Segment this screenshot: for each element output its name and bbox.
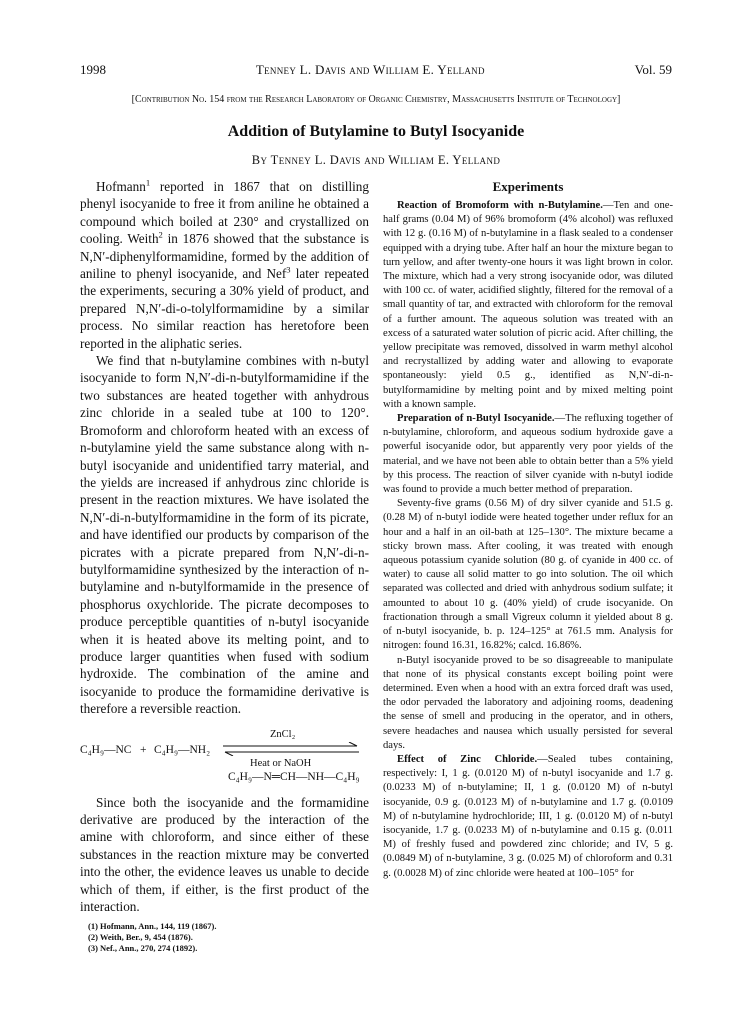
odor-paragraph: n-Butyl isocyanide proved to be so disagreeable to manipulate that none of its physical constants except boiling point were determined. Even when a hood with an extra forced draft was used, the odor pervaded the laboratory and adjoining rooms, deadening the sense of smell and producing in the operator, and in others, severe headaches and nausea which usually persisted for several days. <box>383 654 673 751</box>
footnote-ref-1[interactable]: 1 <box>145 177 151 188</box>
reaction-equation <box>80 724 369 782</box>
intro-text-c: in 1876 showed that the substance is N,N′-diphenylformamidine, formed by the addition of aniline to phenyl isocyanide, and Nef <box>80 231 370 282</box>
running-head <box>80 62 672 78</box>
reverse-condition: Heat or NaOH <box>250 757 312 769</box>
footnote-1: (1) Hofmann, Ann., 144, 119 (1867). <box>88 921 217 932</box>
isocyanide-prep-runin: Preparation of n-Butyl Isocyanide. <box>397 413 555 425</box>
conclusion-paragraph: Since both the isocyanide and the formamidine derivative are produced by the interaction of the amine with chloroform, and since either of these substances in the reaction mixture may be converted into the other, the evidence leaves us unable to decide which of them, if either, is the first product of the interaction. <box>80 794 369 915</box>
reactant-amine: C₄H₉—NH₂ <box>154 743 211 756</box>
formamidine-product: C₄H₉—N═CH—NH—C₄H₉ <box>228 770 360 783</box>
zinc-chloride-runin: Effect of Zinc Chloride. <box>397 753 538 765</box>
silver-cyanide-paragraph: Seventy-five grams (0.56 M) of dry silver cyanide and 51.5 g. (0.28 M) of n-butyl iodide were heated together under reflux for an hour and a half in an oil-bath at 125–130°. The mixture became a sticky brown mass. After cooling, it was treated with enough aqueous potassium cyanide solution (80 g. of cyanide in 400 cc. of water) to cause all solid matter to go into solution. The oil which separated was collected and dried with anhydrous sodium sulfate; it amounted to about 10 g. (40% yield) of crude isocyanide. On fractionation through a small Vigreux column it yielded about 8 g. of n-butyl isocyanide, b. p. 124–125° at 761.5 mm. Analysis for nitrogen: found 16.31, 16.82%; calcd. 16.86%. <box>383 498 673 652</box>
reactant-isocyanide: C₄H₉—NC <box>80 743 132 756</box>
isocyanide-prep-paragraph <box>383 412 673 497</box>
equilibrium-arrows-icon <box>223 742 359 756</box>
isocyanide-prep-text: —The refluxing together of n-butylamine, chloroform, and aqueous sodium hydroxide gave a powerful isocyanide odor, but apparently very poor yields of the material, and we have not been able to obtain better than a 5% yield by this process. The reaction of silver cyanide with n-butyl iodide was found to provide a much better method of preparation. <box>383 413 673 496</box>
footnotes <box>80 921 369 954</box>
footnote-ref-3[interactable]: 3 <box>286 264 291 275</box>
zinc-chloride-paragraph <box>383 753 673 881</box>
page-number: 1998 <box>80 62 106 77</box>
intro-text-a: Hofmann <box>96 179 146 194</box>
left-column <box>80 178 369 954</box>
experiments-heading: Experiments <box>492 179 564 194</box>
forward-condition: ZnCl₂ <box>270 728 296 740</box>
findings-paragraph: We find that n-butylamine combines with n-butyl isocyanide to form N,N′-di-n-butylformamidine if the two substances are heated together with anhydrous zinc chloride in a sealed tube at 100 to 120°. Bromoform and chloroform heated with an excess of n-butylamine yield the same substance along with n-butyl isocyanide and unidentified tarry material, and the yields are increased if anhydrous zinc chloride is present in the reaction mixtures. We have isolated the N,N′-di-n-butylformamidine in the form of its picrate, and have identified our products by comparison of the picrates with a picrate prepared from N,N′-di-n-butylformamidine synthesized by the interaction of n-butylamine and n-butylformamide in the presence of phosphorus oxychloride. The picrate decomposes to produce perceptible quantities of n-butyl isocyanide when it is heated above its melting point, and to produce larger quantities when fused with sodium hydroxide. The combination of the amine and isocyanide to produce the formamidine derivative is therefore a reversible reaction. <box>80 353 369 717</box>
running-head-authors: Tenney L. Davis and William E. Yelland <box>255 62 485 77</box>
bromoform-text: —Ten and one-half grams (0.04 M) of 96% bromoform (4% alcohol) was refluxed with 12 g. (0.16 M) of n-butylamine in a flask sealed to a condenser equipped with a drying tube. After half an hour the mixture began to turn yellow, and after twenty-one hours it was light brown in color. The mixture, which had a very strong isocyanide odor, was diluted with 100 cc. of water, acidified slightly, filtered for the removal of a small quantity of tar, and extracted with chloroform for the removal of a further amount. The aqueous solution was treated with an excess of a saturated water solution of picric acid. After chilling, the yellow precipitate was removed, dissolved in warm methyl alcohol and recrystallized by adding water and allowing to evaporate spontaneously: yield 0.5 g., identified as N,N′-di-n-butylformamidine by melting point and by mixed melting point with a known sample. <box>383 200 673 410</box>
intro-text-d: later repeated the experiments, securing a 30% yield of product, and prepared N,N′-di-o-tolylformamidine by a similar process. No similar reaction has heretofore been reported in the aliphatic series. <box>80 266 369 351</box>
right-column <box>383 178 673 881</box>
contribution-note: [Contribution No. 154 from the Research Laboratory of Organic Chemistry, Massachusetts Institute of Technology] <box>131 94 621 105</box>
footnote-3: (3) Nef., Ann., 270, 274 (1892). <box>88 943 198 954</box>
intro-text-b: reported in 1867 that on distilling phenyl isocyanide to free it from aniline he obtained a compound which boiled at 230° and crystallized on cooling. Weith <box>80 179 369 247</box>
footnote-ref-2[interactable]: 2 <box>158 229 163 240</box>
plus-sign: + <box>140 743 147 756</box>
zinc-chloride-text: —Sealed tubes containing, respectively: I, 1 g. (0.0120 M) of n-butyl isocyanide and 1.7 g. (0.0233 M) of n-butylamine; II, 1 g. (0.0120 M) of n-butyl isocyanide, 0.9 g. (0.0123 M) of n-butylamine and 1.7 g. (0.0109 M) of n-butylamine hydrochloride; III, 1 g. (0.0120 M) of n-butyl isocyanide, 1.7 g. (0.0233 M) of n-butylamine and 0.15 g. (0.011 M) of freshly fused and powdered zinc chloride; and IV, 5 g. (0.0849 M) of n-butylamine, 3 g. (0.025 M) of chloroform and 0.31 g. (0.0028 M) of zinc chloride were heated at 100–105° for <box>383 753 673 879</box>
bromoform-runin: Reaction of Bromoform with n-Butylamine. <box>397 200 603 211</box>
bromoform-paragraph <box>383 199 673 412</box>
byline: By Tenney L. Davis and William E. Yelland <box>251 153 501 167</box>
article-title: Addition of Butylamine to Butyl Isocyanide <box>227 123 525 140</box>
footnote-2: (2) Weith, Ber., 9, 454 (1876). <box>88 932 193 943</box>
intro-paragraph <box>80 178 369 352</box>
volume-label: Vol. 59 <box>634 62 672 77</box>
